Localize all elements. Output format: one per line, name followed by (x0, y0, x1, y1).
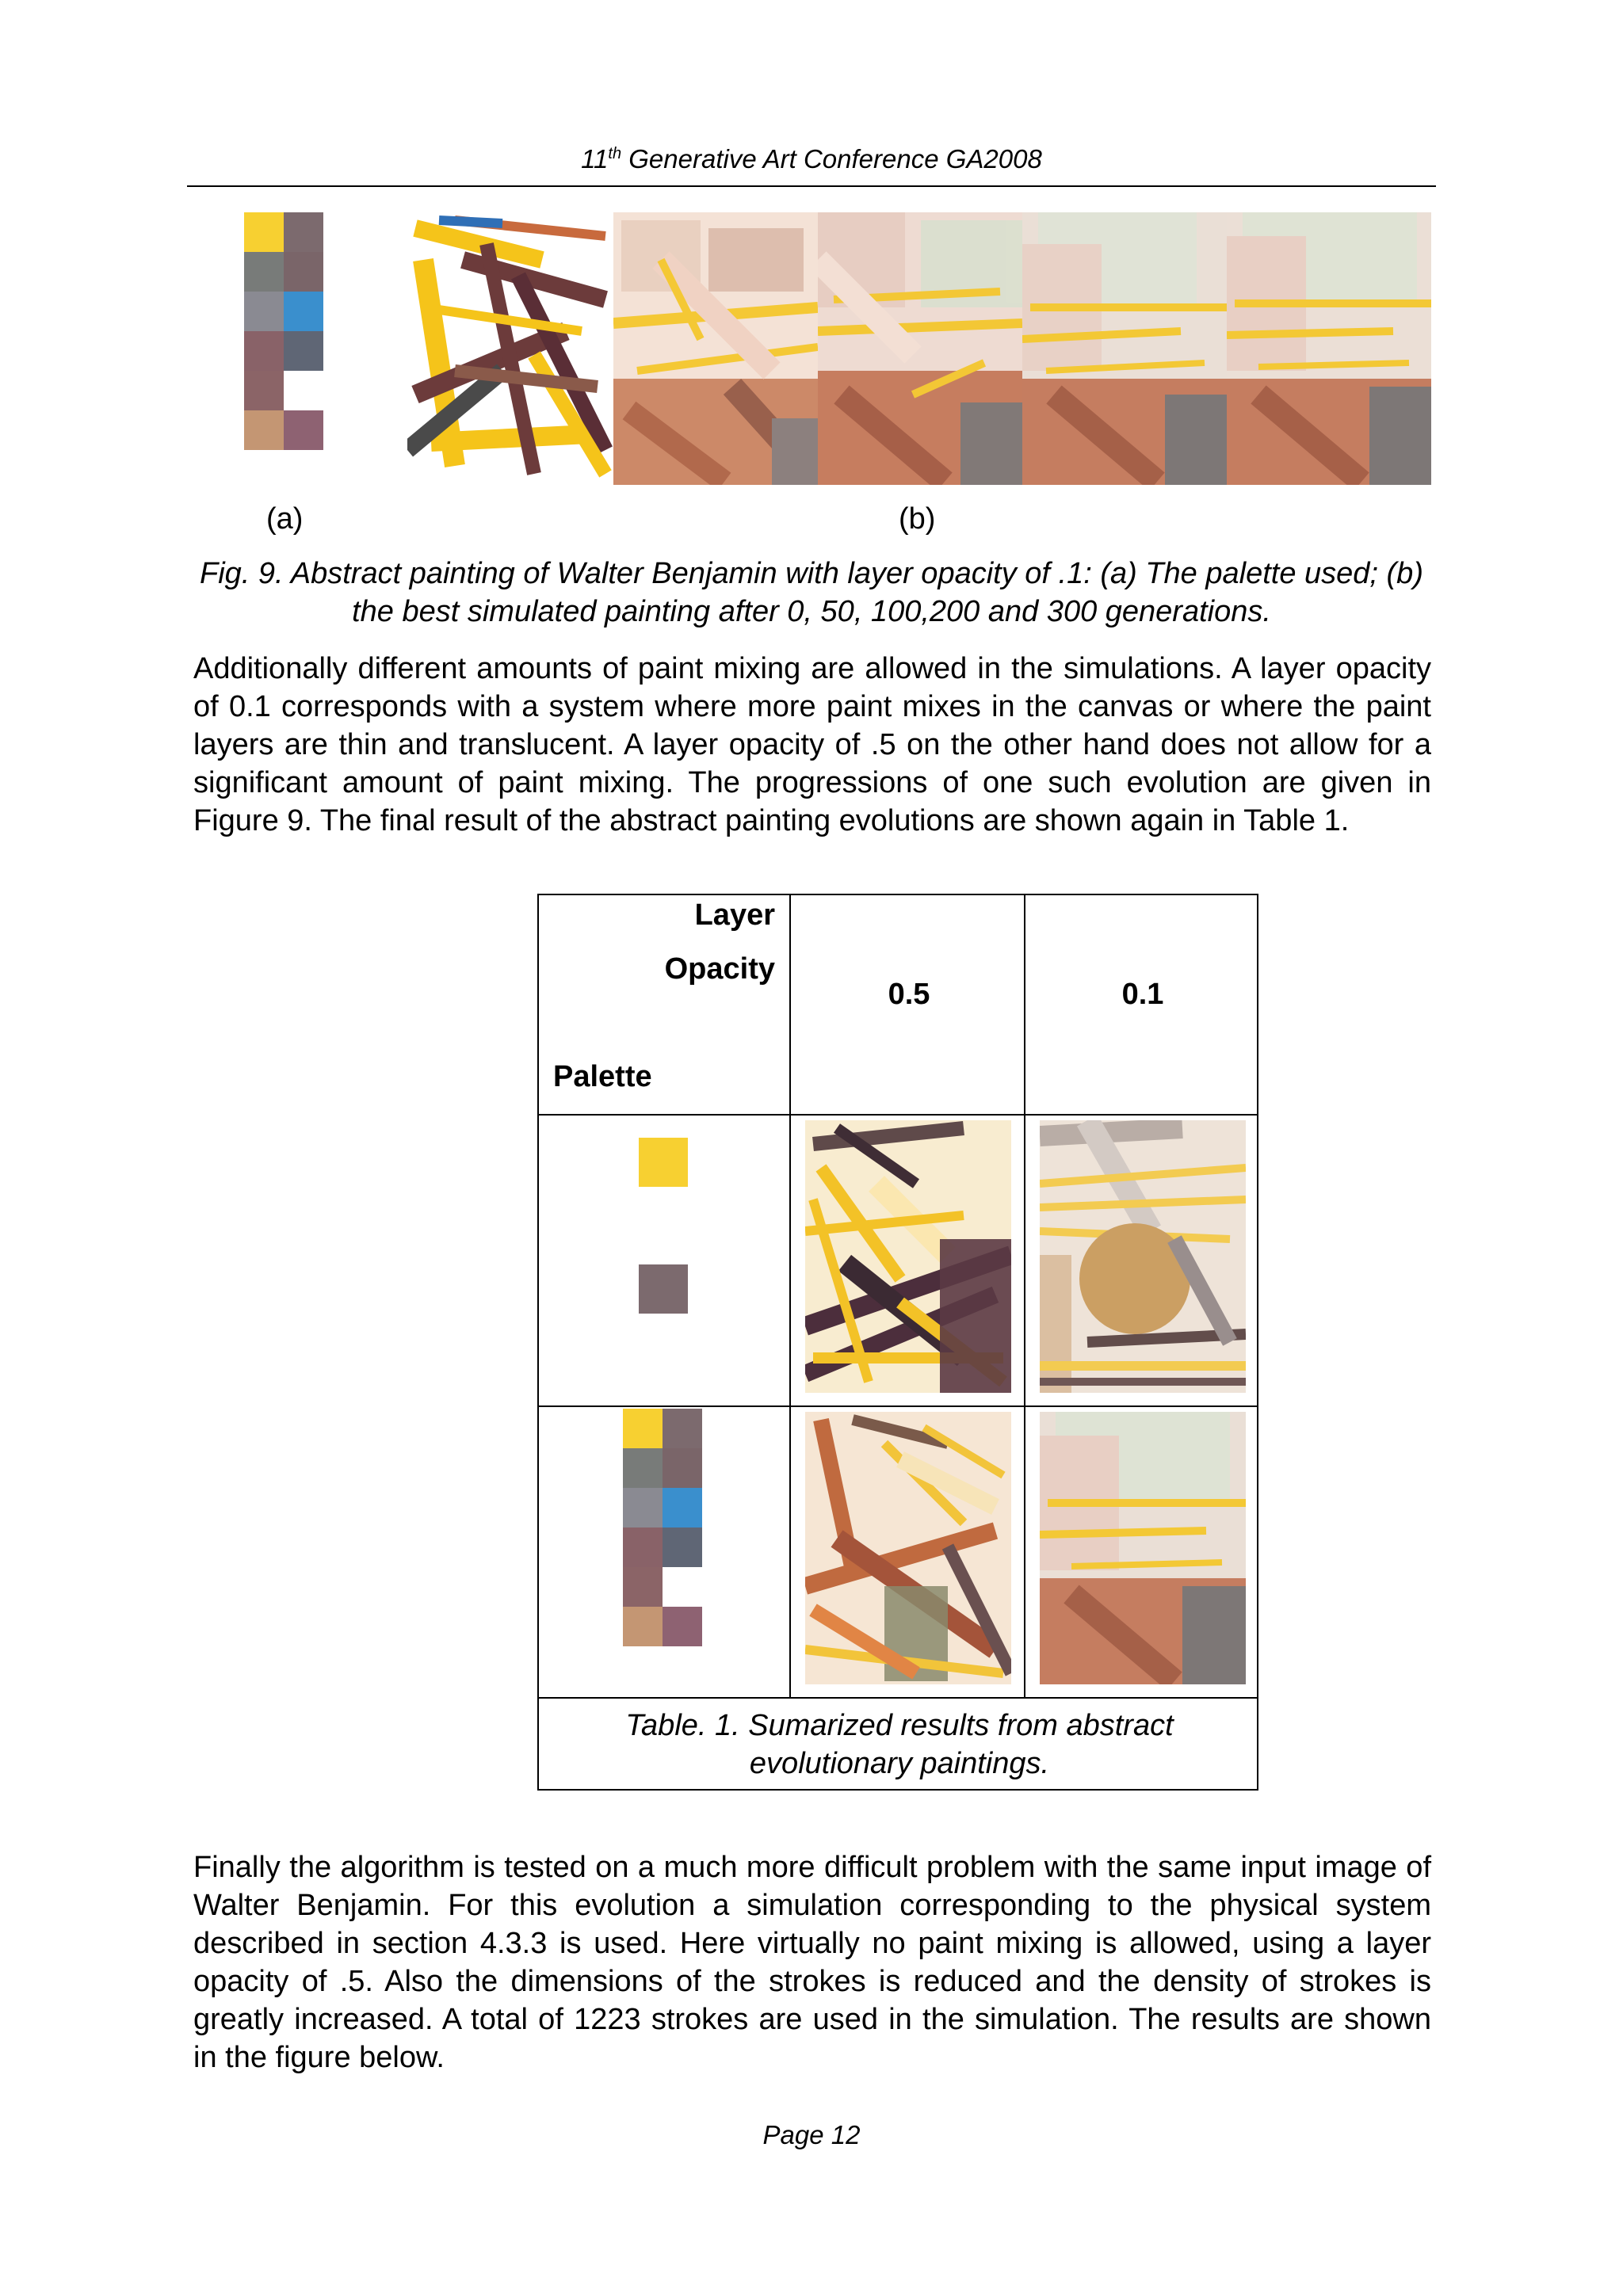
palette-swatch (663, 1527, 702, 1567)
row2-result-01 (1024, 1405, 1258, 1699)
palette-swatch (663, 1488, 702, 1527)
header-layer: Layer (694, 898, 775, 932)
figure9-label-a: (a) (266, 502, 304, 536)
table-header-col2 (1024, 894, 1258, 1116)
header-opacity: Opacity (664, 952, 775, 986)
painting-2color-opacity01 (1040, 1120, 1246, 1393)
palette-swatch (639, 1138, 688, 1187)
header-palette: Palette (553, 1060, 652, 1093)
palette-swatch (623, 1448, 663, 1488)
palette-swatch (244, 292, 284, 331)
palette-swatch (623, 1409, 663, 1448)
row1-palette-cell (537, 1114, 791, 1407)
palette-swatch (623, 1567, 663, 1607)
palette-swatch (623, 1488, 663, 1527)
palette-swatch (284, 212, 323, 252)
figure9-painting-gen100 (818, 212, 1022, 485)
palette-swatch (244, 212, 284, 252)
figure9-caption: Fig. 9. Abstract painting of Walter Benjamin with layer opacity of .1: (a) The palette used; (b) the best simulated painting after 0, 50, 100,200 and 300 generations. (200, 557, 1423, 628)
row1-result-01 (1024, 1114, 1258, 1407)
figure9-palette (244, 212, 323, 450)
palette-swatch (244, 410, 284, 450)
row2-palette-cell (537, 1405, 791, 1699)
painting-12color-opacity05 (805, 1412, 1011, 1684)
palette-swatch (663, 1409, 702, 1448)
palette-swatch (284, 331, 323, 371)
page-number: Page 12 (762, 2120, 861, 2149)
palette-swatch (663, 1607, 702, 1646)
table-1 (537, 894, 1258, 1789)
header-opacity-01: 0.1 (1121, 978, 1164, 1011)
palette-swatch (284, 292, 323, 331)
palette-swatch (284, 252, 323, 292)
table-caption-cell (537, 1697, 1258, 1791)
palette-swatch (244, 331, 284, 371)
table-header-col1 (789, 894, 1025, 1116)
table-header-cell (537, 894, 791, 1116)
running-header: 11th Generative Art Conference GA2008 (581, 144, 1042, 174)
header-rule (187, 185, 1436, 187)
figure9-painting-gen50 (613, 212, 818, 485)
palette-swatch (244, 371, 284, 410)
row2-result-05 (789, 1405, 1025, 1699)
table1-caption: Table. 1. Sumarized results from abstract evolutionary paintings. (625, 1709, 1174, 1780)
palette-12-colors (623, 1409, 702, 1646)
painting-12color-opacity01 (1040, 1412, 1246, 1684)
figure9-painting-gen0 (407, 212, 613, 485)
palette-swatch (623, 1607, 663, 1646)
palette-swatch (284, 410, 323, 450)
palette-swatch (244, 252, 284, 292)
figure9-label-b: (b) (899, 502, 936, 536)
palette-swatch (623, 1527, 663, 1567)
palette-swatch (663, 1448, 702, 1488)
paragraph-1: Additionally different amounts of paint mixing are allowed in the simulations. A layer opacity of 0.1 corresponds with a system where more paint mixes in the canvas or where the paint layers are thin and translucent. A layer opacity of .5 on the other hand does not allow for a significant amount of paint mixing. The progressions of one such evolution are given in Figure 9. The final result of the abstract painting evolutions are shown again in Table 1. (193, 652, 1431, 837)
header-opacity-05: 0.5 (888, 978, 930, 1011)
palette-swatch (663, 1567, 702, 1607)
painting-2color-opacity05 (805, 1120, 1011, 1393)
figure9-painting-gen200 (1022, 212, 1227, 485)
figure9-painting-gen300 (1227, 212, 1431, 485)
paragraph-2: Finally the algorithm is tested on a much more difficult problem with the same input image of Walter Benjamin. For this evolution a simulation corresponding to the physical system described in section 4.3.3 is used. Here virtually no paint mixing is allowed, using a layer opacity of .5. Also the dimensions of the strokes is reduced and the density of strokes is greatly increased. A total of 1223 strokes are used in the simulation. The results are shown in the figure below. (193, 1851, 1431, 2074)
row1-result-05 (789, 1114, 1025, 1407)
palette-swatch (284, 371, 323, 410)
palette-swatch (639, 1264, 688, 1314)
